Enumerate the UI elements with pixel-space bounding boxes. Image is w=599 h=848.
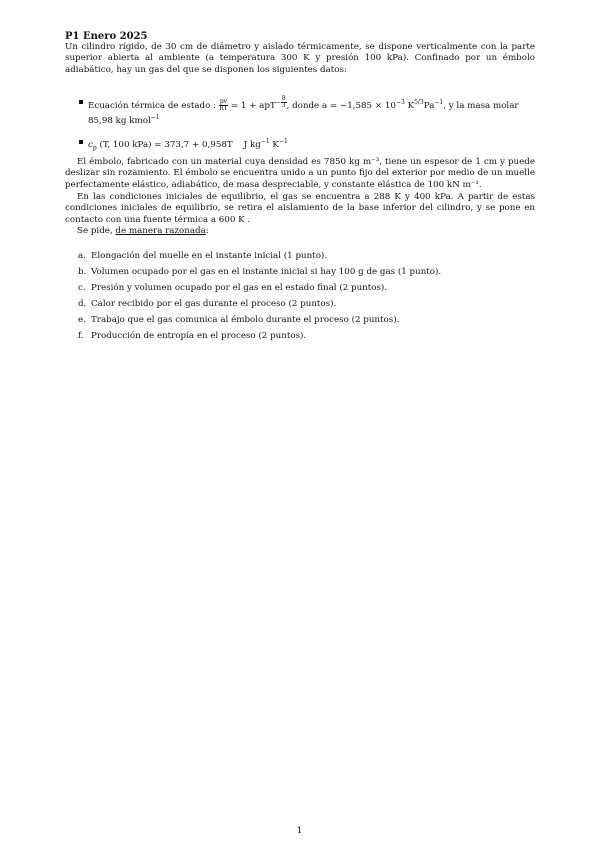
conditions-paragraph: En las condiciones iniciales de equilibrio, el gas se encuentra a 288 K y 400 kPa. A partir de estas condiciones iniciales de equilibrio, se retira el aislamiento de la base inferior del cilindro, y se pone en contacto con una fuente térmica a 600 K . bbox=[65, 192, 535, 225]
page-number: 1 bbox=[296, 826, 303, 836]
bullet-icon bbox=[79, 100, 83, 104]
data-item-cp: $c_p$ (T, 100 kPa) = 373,7 + 0,958T J $kg^{-1}$ $K^{-1}$ bbox=[70, 136, 535, 154]
request-paragraph: Se pide, de manera razonada: bbox=[77, 226, 209, 236]
piston-paragraph: El émbolo, fabricado con un material cuya densidad es 7850 kg m⁻³, tiene un espesor de 1 cm y puede deslizar sin rozamiento. El émbolo se encuentra unido a un punto fijo del exterior por medio de un muelle perfectamente elástico, adiabático, de masa despreciable, y constante elástica de 100 kN m⁻¹. bbox=[65, 157, 535, 190]
question-item: a. Elongación del muelle en el instante inicial (1 punto). bbox=[78, 251, 328, 261]
question-item: d. Calor recibido por el gas durante el proceso (2 puntos). bbox=[78, 299, 337, 309]
data-item-state-equation: Ecuación térmica de estado : $\frac{pv}{RT}$ = 1 + apT$^{- \frac{8}{3}}$ , donde $a = -1,585 \times 10^{-3}$ $K^{5/3}Pa^{-1}$, y la masa molar 85,98 kg kmol$^{-1}$ bbox=[70, 96, 535, 128]
question-item: f. Producción de entropía en el proceso (2 puntos). bbox=[78, 331, 307, 341]
question-item: c. Presión y volumen ocupado por el gas en el estado final (2 puntos). bbox=[78, 283, 388, 293]
question-list bbox=[78, 248, 441, 344]
question-item: b. Volumen ocupado por el gas en el instante inicial si hay 100 g de gas (1 punto). bbox=[78, 267, 442, 277]
data-list bbox=[70, 96, 535, 162]
equation-label: Ecuación térmica de estado : bbox=[88, 100, 217, 111]
problem-title: P1 Enero 2025 bbox=[65, 31, 148, 42]
question-item: e. Trabajo que el gas comunica al émbolo durante el proceso (2 puntos). bbox=[78, 315, 400, 325]
bullet-icon bbox=[79, 140, 83, 144]
fraction-pv-rt: $\frac{pv}{RT}$ bbox=[219, 97, 228, 112]
intro-paragraph: Un cilindro rígido, de 30 cm de diámetro y aislado térmicamente, se dispone verticalmente con la parte superior abierta al ambiente (a temperatura 300 K y presión 100 kPa). Confinado por un émbolo adiabático, hay un gas del que se disponen los siguientes datos: bbox=[65, 42, 535, 75]
